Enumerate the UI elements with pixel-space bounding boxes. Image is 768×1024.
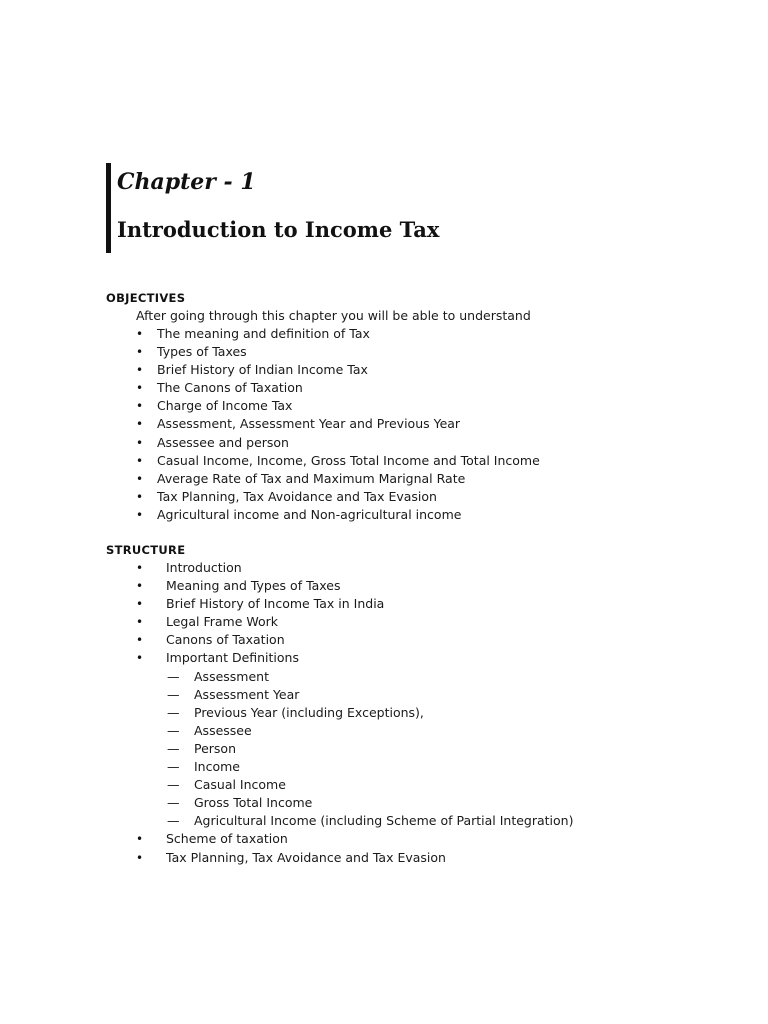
bullet-icon: • [136,507,144,522]
chapter-number: Chapter - 1 [117,169,256,195]
bullet-icon: • [136,633,144,648]
bullet-icon: • [136,850,144,865]
bullet-icon: • [136,363,144,378]
objectives-intro: After going through this chapter you will be able to understand [136,308,531,323]
chapter-header [106,163,706,253]
bullet-icon: • [136,345,144,360]
bullet-icon: • [136,489,144,504]
bullet-icon: • [136,471,144,486]
bullet-icon: • [136,435,144,450]
bullet-icon: • [136,615,144,630]
bullet-icon: • [136,327,144,341]
dash-icon: — [167,740,180,756]
dash-icon: — [167,795,180,811]
dash-icon: — [167,759,180,775]
bullet-icon: • [136,381,144,396]
structure-heading: STRUCTURE [106,543,186,557]
bullet-icon: • [136,832,144,847]
chapter-title: Introduction to Income Tax [117,217,440,242]
bullet-icon: • [136,579,144,594]
dash-icon: — [167,668,180,684]
objectives-heading: OBJECTIVES [106,291,186,305]
bullet-icon: • [136,597,144,612]
dash-icon: — [167,777,180,793]
bullet-icon: • [136,399,144,414]
bullet-icon: • [136,561,144,575]
chapter-accent-bar [106,163,111,253]
dash-icon: — [167,704,180,720]
dash-icon: — [167,686,180,702]
dash-icon: — [167,722,180,738]
bullet-icon: • [136,651,144,666]
bullet-icon: • [136,417,144,432]
dash-icon: — [167,813,180,829]
bullet-icon: • [136,453,144,468]
